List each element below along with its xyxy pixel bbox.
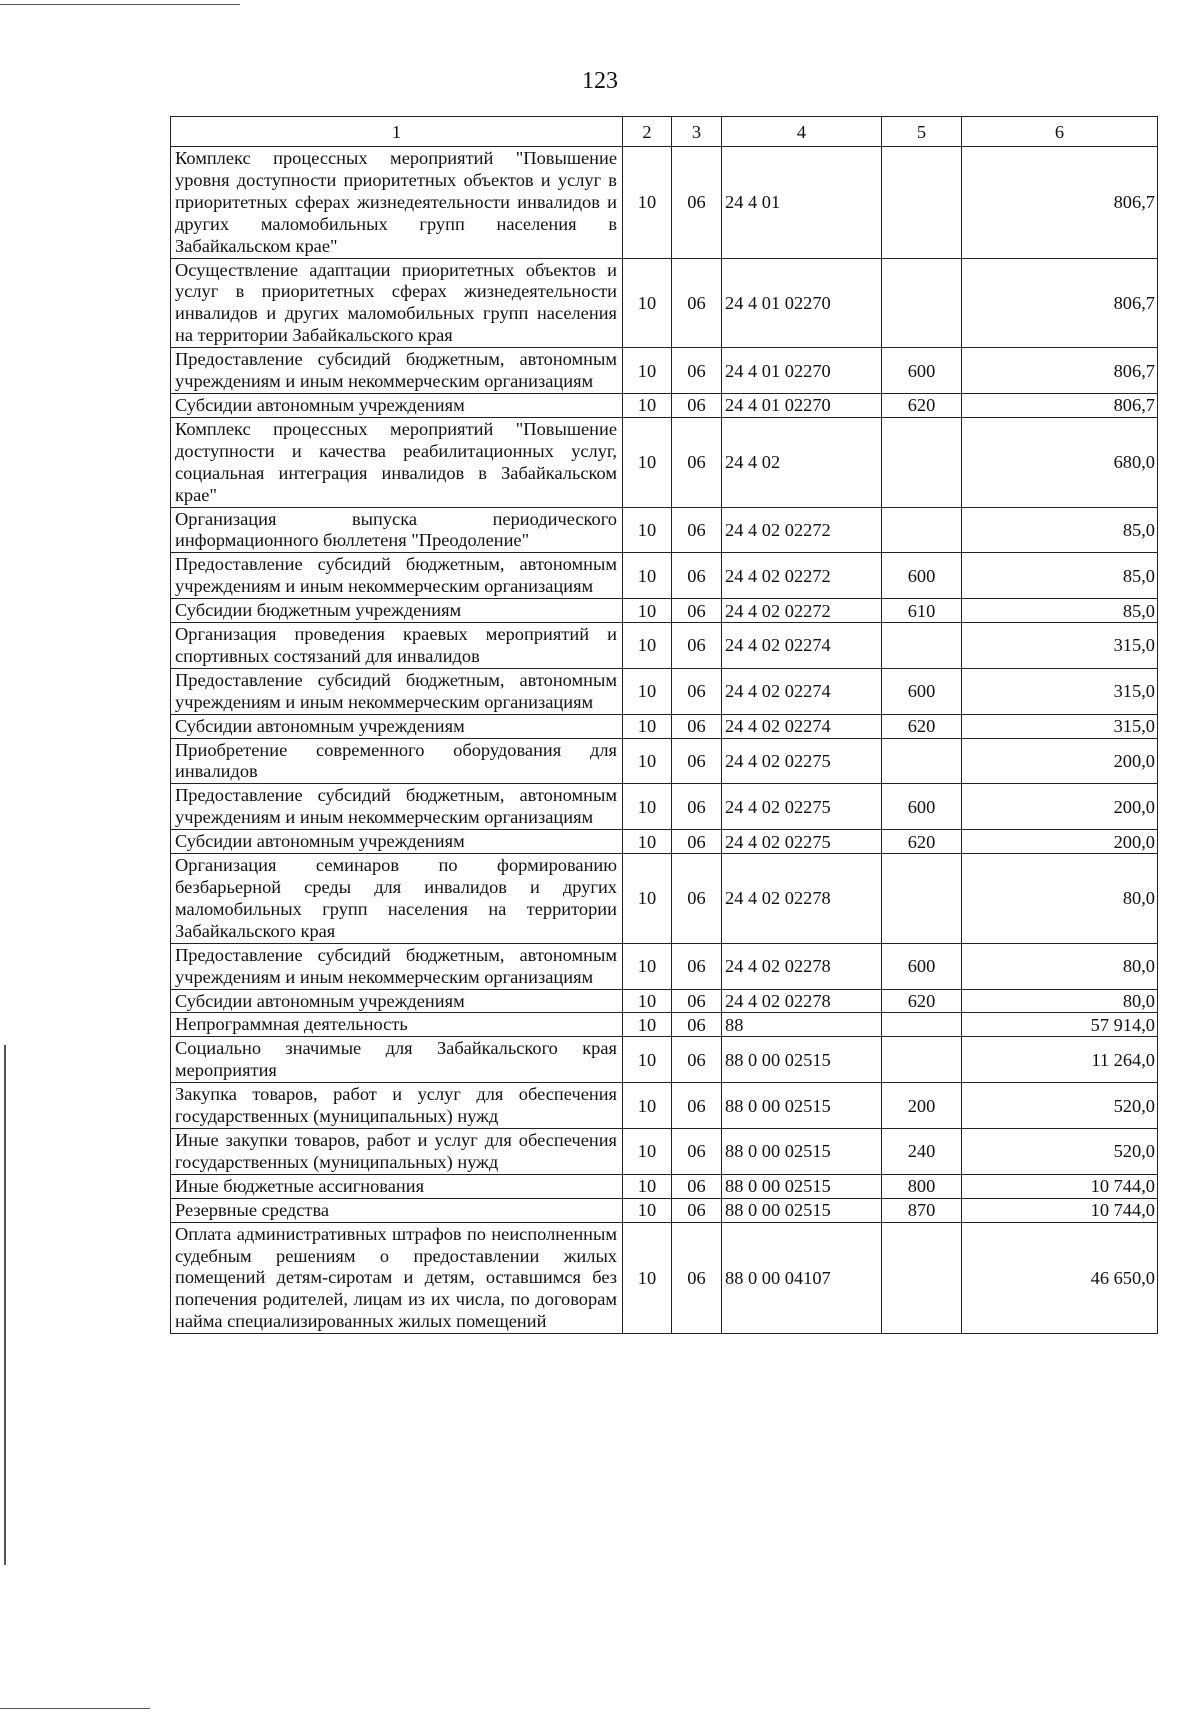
cell-amount: 315,0 (962, 623, 1158, 669)
cell-target-item: 24 4 02 02278 (722, 854, 882, 944)
cell-section: 10 (623, 738, 672, 784)
table-row (171, 668, 1158, 714)
cell-target-item: 24 4 02 02272 (722, 553, 882, 599)
header-cell-target-item: 4 (722, 117, 882, 147)
cell-expense-type: 620 (882, 989, 962, 1013)
cell-section: 10 (623, 1083, 672, 1129)
cell-target-item: 24 4 02 02274 (722, 668, 882, 714)
header-cell-name: 1 (171, 117, 623, 147)
cell-name: Иные закупки товаров, работ и услуг для обеспечения государственных (муниципальных) нужд (171, 1128, 623, 1174)
cell-name: Субсидии автономным учреждениям (171, 830, 623, 854)
table-row (171, 1013, 1158, 1037)
table-row (171, 1198, 1158, 1222)
cell-amount: 10 744,0 (962, 1198, 1158, 1222)
table-row (171, 1128, 1158, 1174)
cell-section: 10 (623, 1037, 672, 1083)
cell-name: Резервные средства (171, 1198, 623, 1222)
cell-amount: 11 264,0 (962, 1037, 1158, 1083)
header-cell-expense-type: 5 (882, 117, 962, 147)
cell-section: 10 (623, 623, 672, 669)
cell-subsection: 06 (672, 943, 722, 989)
cell-section: 10 (623, 830, 672, 854)
cell-section: 10 (623, 258, 672, 348)
cell-target-item: 24 4 01 (722, 147, 882, 259)
cell-expense-type (882, 854, 962, 944)
cell-name: Субсидии автономным учреждениям (171, 714, 623, 738)
table-row (171, 854, 1158, 944)
cell-name: Предоставление субсидий бюджетным, автономным учреждениям и иным некоммерческим организациям (171, 943, 623, 989)
cell-subsection: 06 (672, 553, 722, 599)
cell-expense-type (882, 417, 962, 507)
cell-subsection: 06 (672, 1222, 722, 1334)
cell-amount: 10 744,0 (962, 1174, 1158, 1198)
cell-name: Комплекс процессных мероприятий "Повышение доступности и качества реабилитационных услуг, социальная интеграция инвалидов в Забайкальском крае" (171, 417, 623, 507)
table-row (171, 1174, 1158, 1198)
cell-amount: 806,7 (962, 348, 1158, 394)
cell-name: Оплата административных штрафов по неисполненным судебным решениям о предоставлении жилых помещений детям-сиротам и детям, оставшимся без попечения родителей, лицам из их числа, по договорам найма специализированных жилых помещений (171, 1222, 623, 1334)
cell-subsection: 06 (672, 830, 722, 854)
header-cell-section: 2 (623, 117, 672, 147)
cell-subsection: 06 (672, 989, 722, 1013)
cell-name: Организация выпуска периодического информационного бюллетеня "Преодоление" (171, 507, 623, 553)
table-body (171, 147, 1158, 1334)
cell-name: Приобретение современного оборудования для инвалидов (171, 738, 623, 784)
table-row (171, 417, 1158, 507)
cell-target-item: 88 0 00 02515 (722, 1198, 882, 1222)
table-row (171, 1222, 1158, 1334)
header-cell-subsection: 3 (672, 117, 722, 147)
cell-name: Предоставление субсидий бюджетным, автономным учреждениям и иным некоммерческим организациям (171, 668, 623, 714)
table-header-row (171, 117, 1158, 147)
cell-target-item: 24 4 02 02274 (722, 714, 882, 738)
cell-expense-type (882, 1013, 962, 1037)
cell-name: Иные бюджетные ассигнования (171, 1174, 623, 1198)
cell-name: Субсидии автономным учреждениям (171, 989, 623, 1013)
cell-name: Субсидии автономным учреждениям (171, 393, 623, 417)
cell-subsection: 06 (672, 784, 722, 830)
cell-subsection: 06 (672, 393, 722, 417)
cell-expense-type: 600 (882, 348, 962, 394)
cell-amount: 520,0 (962, 1083, 1158, 1129)
cell-name: Непрограммная деятельность (171, 1013, 623, 1037)
cell-subsection: 06 (672, 623, 722, 669)
cell-amount: 315,0 (962, 714, 1158, 738)
cell-amount: 80,0 (962, 854, 1158, 944)
table-row (171, 989, 1158, 1013)
cell-section: 10 (623, 854, 672, 944)
cell-expense-type: 610 (882, 599, 962, 623)
cell-target-item: 88 0 00 02515 (722, 1037, 882, 1083)
cell-section: 10 (623, 1013, 672, 1037)
cell-subsection: 06 (672, 1174, 722, 1198)
cell-subsection: 06 (672, 599, 722, 623)
cell-expense-type: 240 (882, 1128, 962, 1174)
cell-subsection: 06 (672, 668, 722, 714)
cell-target-item: 88 0 00 04107 (722, 1222, 882, 1334)
table-row (171, 714, 1158, 738)
cell-target-item: 24 4 02 02272 (722, 599, 882, 623)
cell-subsection: 06 (672, 1013, 722, 1037)
cell-amount: 46 650,0 (962, 1222, 1158, 1334)
table-row (171, 830, 1158, 854)
cell-target-item: 24 4 01 02270 (722, 348, 882, 394)
cell-subsection: 06 (672, 854, 722, 944)
cell-amount: 806,7 (962, 258, 1158, 348)
cell-subsection: 06 (672, 1128, 722, 1174)
header-cell-amount: 6 (962, 117, 1158, 147)
scan-artifact-top (0, 4, 240, 5)
cell-target-item: 88 0 00 02515 (722, 1083, 882, 1129)
table-row (171, 507, 1158, 553)
cell-expense-type: 620 (882, 830, 962, 854)
cell-amount: 680,0 (962, 417, 1158, 507)
table-row (171, 147, 1158, 259)
table-row (171, 553, 1158, 599)
cell-amount: 200,0 (962, 830, 1158, 854)
cell-subsection: 06 (672, 714, 722, 738)
cell-section: 10 (623, 714, 672, 738)
cell-name: Осуществление адаптации приоритетных объектов и услуг в приоритетных сферах жизнедеятельности инвалидов и других маломобильных групп населения на территории Забайкальского края (171, 258, 623, 348)
cell-expense-type (882, 738, 962, 784)
cell-target-item: 24 4 02 02278 (722, 943, 882, 989)
cell-name: Социально значимые для Забайкальского края мероприятия (171, 1037, 623, 1083)
cell-amount: 80,0 (962, 989, 1158, 1013)
cell-section: 10 (623, 784, 672, 830)
cell-section: 10 (623, 348, 672, 394)
cell-amount: 80,0 (962, 943, 1158, 989)
cell-subsection: 06 (672, 258, 722, 348)
cell-name: Предоставление субсидий бюджетным, автономным учреждениям и иным некоммерческим организациям (171, 784, 623, 830)
cell-section: 10 (623, 668, 672, 714)
table-row (171, 943, 1158, 989)
page-number: 123 (582, 68, 618, 94)
cell-subsection: 06 (672, 417, 722, 507)
cell-expense-type (882, 1222, 962, 1334)
cell-expense-type (882, 147, 962, 259)
cell-amount: 200,0 (962, 738, 1158, 784)
cell-target-item: 24 4 01 02270 (722, 258, 882, 348)
table-row (171, 738, 1158, 784)
cell-subsection: 06 (672, 348, 722, 394)
cell-target-item: 24 4 02 02275 (722, 738, 882, 784)
cell-expense-type (882, 623, 962, 669)
table-row (171, 348, 1158, 394)
cell-target-item: 88 (722, 1013, 882, 1037)
cell-subsection: 06 (672, 147, 722, 259)
cell-subsection: 06 (672, 1198, 722, 1222)
cell-target-item: 24 4 02 02274 (722, 623, 882, 669)
table-row (171, 1037, 1158, 1083)
cell-amount: 806,7 (962, 393, 1158, 417)
cell-expense-type: 800 (882, 1174, 962, 1198)
cell-target-item: 24 4 02 02275 (722, 784, 882, 830)
cell-expense-type: 600 (882, 553, 962, 599)
cell-section: 10 (623, 1174, 672, 1198)
cell-name: Закупка товаров, работ и услуг для обеспечения государственных (муниципальных) нужд (171, 1083, 623, 1129)
cell-section: 10 (623, 1222, 672, 1334)
cell-target-item: 88 0 00 02515 (722, 1174, 882, 1198)
cell-section: 10 (623, 989, 672, 1013)
table-row (171, 599, 1158, 623)
cell-name: Предоставление субсидий бюджетным, автономным учреждениям и иным некоммерческим организациям (171, 553, 623, 599)
cell-amount: 315,0 (962, 668, 1158, 714)
cell-amount: 200,0 (962, 784, 1158, 830)
cell-expense-type (882, 507, 962, 553)
cell-section: 10 (623, 943, 672, 989)
table-row (171, 258, 1158, 348)
cell-expense-type: 620 (882, 393, 962, 417)
cell-expense-type: 600 (882, 943, 962, 989)
cell-subsection: 06 (672, 1083, 722, 1129)
table-row (171, 784, 1158, 830)
cell-amount: 57 914,0 (962, 1013, 1158, 1037)
cell-name: Предоставление субсидий бюджетным, автономным учреждениям и иным некоммерческим организациям (171, 348, 623, 394)
cell-name: Комплекс процессных мероприятий "Повышение уровня доступности приоритетных объектов и услуг в приоритетных сферах жизнедеятельности инвалидов и других маломобильных групп населения в Забайкальском крае" (171, 147, 623, 259)
cell-target-item: 24 4 02 02272 (722, 507, 882, 553)
cell-subsection: 06 (672, 1037, 722, 1083)
cell-section: 10 (623, 393, 672, 417)
cell-section: 10 (623, 553, 672, 599)
cell-expense-type: 600 (882, 784, 962, 830)
table-row (171, 393, 1158, 417)
budget-table (170, 116, 1158, 1334)
cell-expense-type: 620 (882, 714, 962, 738)
table-row (171, 623, 1158, 669)
scan-artifact-bottom (0, 1708, 150, 1709)
cell-amount: 520,0 (962, 1128, 1158, 1174)
cell-subsection: 06 (672, 738, 722, 784)
cell-target-item: 24 4 01 02270 (722, 393, 882, 417)
cell-section: 10 (623, 1128, 672, 1174)
cell-amount: 85,0 (962, 553, 1158, 599)
cell-target-item: 24 4 02 02278 (722, 989, 882, 1013)
cell-subsection: 06 (672, 507, 722, 553)
cell-section: 10 (623, 507, 672, 553)
cell-name: Организация проведения краевых мероприятий и спортивных состязаний для инвалидов (171, 623, 623, 669)
table-row (171, 1083, 1158, 1129)
cell-expense-type: 200 (882, 1083, 962, 1129)
cell-target-item: 88 0 00 02515 (722, 1128, 882, 1174)
cell-expense-type: 600 (882, 668, 962, 714)
cell-expense-type: 870 (882, 1198, 962, 1222)
cell-name: Субсидии бюджетным учреждениям (171, 599, 623, 623)
cell-section: 10 (623, 147, 672, 259)
cell-amount: 806,7 (962, 147, 1158, 259)
cell-target-item: 24 4 02 02275 (722, 830, 882, 854)
cell-expense-type (882, 258, 962, 348)
cell-expense-type (882, 1037, 962, 1083)
cell-section: 10 (623, 417, 672, 507)
scan-artifact-left (4, 1045, 6, 1565)
cell-target-item: 24 4 02 (722, 417, 882, 507)
cell-section: 10 (623, 1198, 672, 1222)
cell-name: Организация семинаров по формированию безбарьерной среды для инвалидов и других маломобильных групп населения на территории Забайкальского края (171, 854, 623, 944)
cell-amount: 85,0 (962, 599, 1158, 623)
cell-amount: 85,0 (962, 507, 1158, 553)
cell-section: 10 (623, 599, 672, 623)
